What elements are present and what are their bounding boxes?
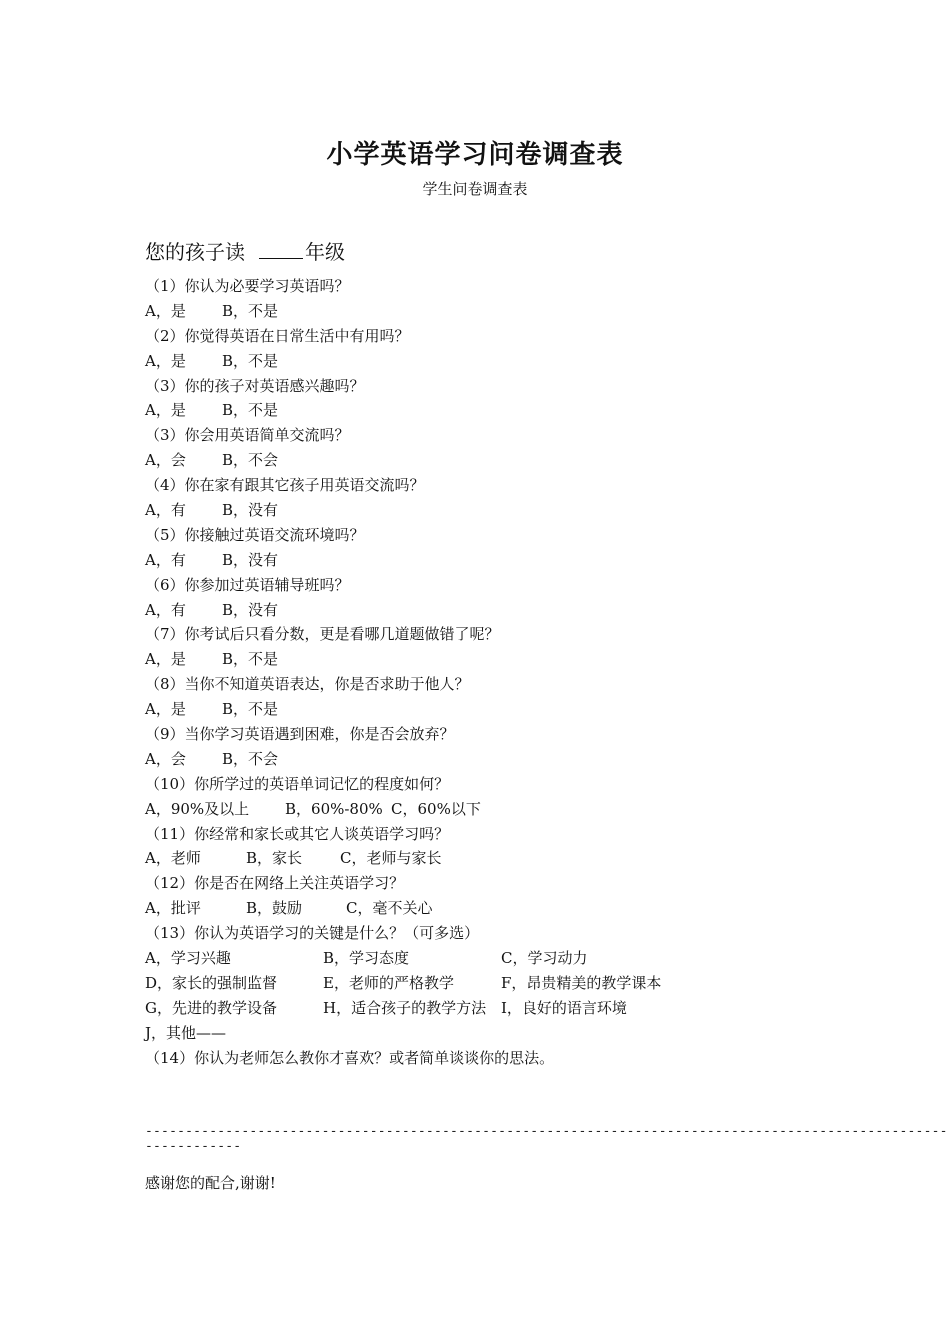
option-a[interactable]: A，90%及以上 <box>145 799 250 818</box>
option-a[interactable]: A，是 <box>145 401 186 420</box>
option-b[interactable]: B，没有 <box>222 550 279 569</box>
option-b[interactable]: B，不是 <box>222 700 279 719</box>
question-11: （11）你经常和家长或其它人谈英语学习吗？ <box>145 824 450 843</box>
answer-options-5 <box>145 548 679 573</box>
question-8: （8）当你不知道英语表达，你是否求助于他人？ <box>145 675 470 694</box>
option-a[interactable]: A，会 <box>145 749 186 768</box>
option-b[interactable]: B，没有 <box>222 501 279 520</box>
option-a[interactable]: A，是 <box>145 301 186 320</box>
option-a[interactable]: A，有 <box>145 550 186 569</box>
answer-options-3 <box>145 398 679 423</box>
answer-options-9 <box>145 747 679 772</box>
option-c[interactable]: C，毫不关心 <box>346 899 433 918</box>
option-b[interactable]: B，家长 <box>246 849 303 868</box>
answer-options-6 <box>145 598 679 623</box>
page-title: 小学英语学习问卷调查表 <box>326 140 624 170</box>
answer-options-3b <box>145 448 679 473</box>
option-a[interactable]: A，老师 <box>145 849 201 868</box>
option-c[interactable]: C，学习动力 <box>501 949 588 968</box>
thanks-note: 感谢您的配合,谢谢! <box>145 1174 276 1192</box>
page-subtitle: 学生问卷调查表 <box>422 180 528 198</box>
grade-blank[interactable] <box>259 244 303 259</box>
option-j[interactable]: J，其他—— <box>145 1023 227 1042</box>
option-b[interactable]: B，鼓励 <box>246 899 303 918</box>
option-g[interactable]: G，先进的教学设备 <box>145 998 277 1017</box>
option-a[interactable]: A，学习兴趣 <box>145 949 231 968</box>
question-3: （3）你的孩子对英语感兴趣吗？ <box>145 376 365 395</box>
option-b[interactable]: B，60%-80% <box>285 799 383 818</box>
answer-options-1 <box>145 299 679 324</box>
option-b[interactable]: B，不是 <box>222 351 279 370</box>
option-b[interactable]: B，不是 <box>222 650 279 669</box>
question-6: （6）你参加过英语辅导班吗？ <box>145 575 350 594</box>
answer-options-4 <box>145 498 679 523</box>
option-i[interactable]: I，良好的语言环境 <box>501 998 627 1017</box>
question-3b: （3）你会用英语简单交流吗？ <box>145 426 350 445</box>
option-f[interactable]: F，昂贵精美的教学课本 <box>501 973 662 992</box>
question-5: （5）你接触过英语交流环境吗？ <box>145 525 365 544</box>
answer-options-13-row-1 <box>145 946 679 971</box>
grade-field <box>145 236 345 265</box>
question-14: （14）你认为老师怎么教你才喜欢？或者简单谈谈你的思法。 <box>145 1048 555 1067</box>
question-13: （13）你认为英语学习的关键是什么？（可多选） <box>145 924 480 943</box>
option-b[interactable]: B，不会 <box>222 451 279 470</box>
answer-options-13-row-3 <box>145 996 679 1021</box>
option-a[interactable]: A，有 <box>145 501 186 520</box>
option-b[interactable]: B，不是 <box>222 301 279 320</box>
question-10: （10）你所学过的英语单词记忆的程度如何？ <box>145 774 450 793</box>
answer-options-10 <box>145 797 679 822</box>
question-12: （12）你是否在网络上关注英语学习？ <box>145 874 405 893</box>
option-c[interactable]: C，老师与家长 <box>340 849 442 868</box>
answer-options-11 <box>145 846 679 871</box>
question-list <box>145 274 679 1071</box>
option-b[interactable]: B，不是 <box>222 401 279 420</box>
option-b[interactable]: B，没有 <box>222 600 279 619</box>
option-a[interactable]: A，是 <box>145 351 186 370</box>
question-7: （7）你考试后只看分数，更是看哪几道题做错了呢？ <box>145 625 500 644</box>
option-a[interactable]: A，是 <box>145 700 186 719</box>
option-a[interactable]: A，是 <box>145 650 186 669</box>
question-1: （1）你认为必要学习英语吗？ <box>145 277 350 295</box>
answer-options-13-row-2 <box>145 971 679 996</box>
answer-options-8 <box>145 697 679 722</box>
option-a[interactable]: A，批评 <box>145 899 201 918</box>
question-4: （4）你在家有跟其它孩子用英语交流吗？ <box>145 476 425 495</box>
answer-options-2 <box>145 349 679 374</box>
divider-line: ---------------------------------------------------------------------------------------------------------------- <box>145 1124 948 1154</box>
option-a[interactable]: A，有 <box>145 600 186 619</box>
answer-options-13-row-4 <box>145 1021 679 1046</box>
option-a[interactable]: A，会 <box>145 451 186 470</box>
grade-suffix: 年级 <box>305 240 345 264</box>
option-d[interactable]: D，家长的强制监督 <box>145 973 278 992</box>
answer-options-7 <box>145 647 679 672</box>
option-e[interactable]: E，老师的严格教学 <box>323 973 454 992</box>
grade-prefix: 您的孩子读 <box>145 240 245 264</box>
answer-options-12 <box>145 896 679 921</box>
question-9: （9）当你学习英语遇到困难，你是否会放弃？ <box>145 725 455 744</box>
option-b[interactable]: B，不会 <box>222 749 279 768</box>
question-2: （2）你觉得英语在日常生活中有用吗？ <box>145 326 410 345</box>
option-h[interactable]: H，适合孩子的教学方法 <box>323 998 487 1017</box>
option-b[interactable]: B，学习态度 <box>323 949 410 968</box>
option-c[interactable]: C，60%以下 <box>391 799 481 818</box>
